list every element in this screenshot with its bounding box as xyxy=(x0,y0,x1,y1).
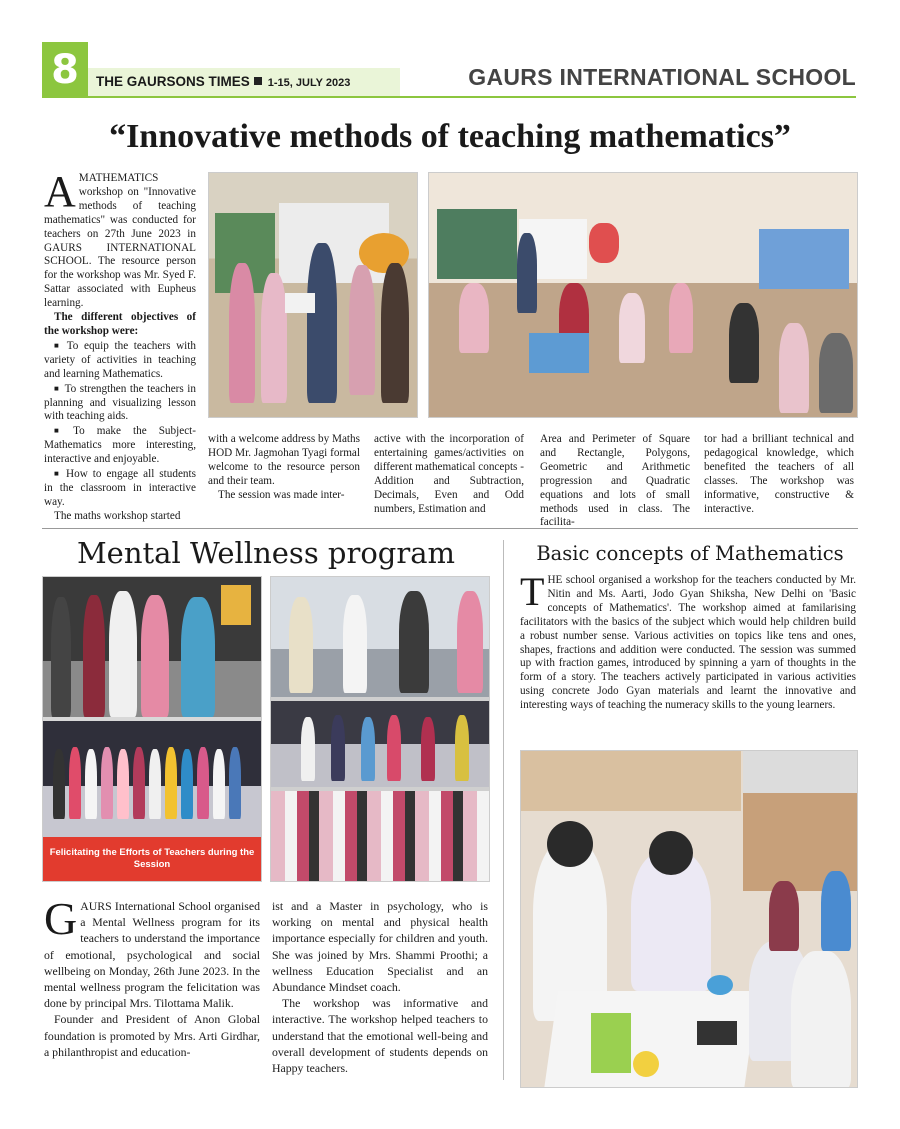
photo-workshop-classroom xyxy=(428,172,858,418)
article1-objectives-heading: The different objectives of the workshop were: xyxy=(44,311,196,337)
section-divider xyxy=(42,528,858,529)
article2-column-1 xyxy=(44,893,260,1060)
school-name: GAURS INTERNATIONAL SCHOOL xyxy=(468,64,856,90)
article1-column-3: active with the incorporation of entertaining games/activities on different mathematical concepts - Addition and Subtraction, Decimals, Even and Odd numbers, Estimation and xyxy=(374,433,524,515)
article1-objective: ■ To equip the teachers with variety of activities in teaching and learning Mathematics. xyxy=(44,339,196,382)
photo-caption: Felicitating the Efforts of Teachers during the Session xyxy=(43,837,261,881)
header-rule xyxy=(88,96,856,98)
photo-session-collage xyxy=(270,576,490,882)
column-divider xyxy=(503,540,504,1080)
article1-column-5: tor had a brilliant technical and pedagogical knowledge, which benefited the teachers of all classes. The workshop was informative, constructive & interactive. xyxy=(704,433,854,515)
article1-dropcap: A xyxy=(44,167,76,216)
paper-name: THE GAURSONS TIMES xyxy=(96,74,250,89)
article3-headline: Basic concepts of Mathematics xyxy=(536,542,844,565)
article1-objective: ■ To strengthen the teachers in planning and visualizing lesson with teaching aids. xyxy=(44,382,196,425)
article3-body-text: HE school organised a workshop for the teachers conducted by Mr. Nitin and Ms. Aarti, Jodo Gyan Shiksha, New Delhi on 'Basic concepts of Mathematics'. The workshop aimed at familarising facilitators with the basics of the subject which would help children build a robust number sense. Various activities on topics like tens and ones, shapes, fractions and addition were conducted. The session was summed up with fraction games, introduced by spinning a yarn of thoughts in the form of a story. The teachers actively participated in various activities using concrete Jodo Gyan materials and learnt the innovative and interesting ways of teaching the numeracy skills to the young learners. xyxy=(520,574,856,712)
article2-col1-p2: Founder and President of Anon Global foundation is promoted by Mrs. Arti Girdhar, a philanthropist and education- xyxy=(44,1012,260,1059)
issue-date: 1-15, JULY 2023 xyxy=(267,77,351,89)
article1-col2b-text: The session was made inter- xyxy=(218,488,345,501)
article1-column-4: Area and Perimeter of Square and Rectangle, Polygons, Geometric and Arithmetic progression and Quadratic equations and lots of small methods used in class. The facilita- xyxy=(540,433,690,529)
masthead xyxy=(88,68,400,96)
article1-column-2 xyxy=(208,433,360,503)
article1-objective: ■ How to engage all students in the classroom in interactive way. xyxy=(44,467,196,510)
article2-col2-p2: The workshop was informative and interactive. The workshop helped teachers to understand that the emotional well-being and overall development of students depends on Happy teachers. xyxy=(272,996,488,1076)
article1-column-1 xyxy=(44,167,196,524)
article2-column-2 xyxy=(272,898,488,1076)
article1-headline: “Innovative methods of teaching mathematics” xyxy=(109,118,791,155)
article1-col1-end: The maths workshop started xyxy=(54,509,181,522)
photo-workshop-presentation xyxy=(208,172,418,418)
photo-felicitation-collage xyxy=(42,576,262,882)
article2-dropcap: G xyxy=(44,893,78,944)
article2-col1-p1: AURS International School organised a Mental Wellness program for its teachers to understand the importance of emotional, psychological and social wellbeing on Monday, 26th June 2023. In the mental wellness program the felicitation was done by principal Mrs. Tilottama Malik. xyxy=(44,899,260,1011)
article2-col2-p1: ist and a Master in psychology, who is working on mental and physical health importance especially for children and youth. She was joined by Mrs. Shammi Proothi; a wellness Education Specialist and an Abundance Mindset coach. xyxy=(272,899,488,995)
article3-body xyxy=(520,569,856,713)
article3-dropcap: T xyxy=(520,569,545,614)
article1-col2-text: with a welcome address by Maths HOD Mr. Jagmohan Tyagi formal welcome to the resource person and their team. xyxy=(208,433,360,487)
article1-objective: ■ To make the Subject- Mathematics more interesting, interactive and enjoyable. xyxy=(44,424,196,467)
square-bullet-icon xyxy=(254,77,262,85)
page-number: 8 xyxy=(42,42,88,98)
photo-math-activity xyxy=(520,750,858,1088)
article1-intro: MATHEMATICS workshop on "Innovative methods of teaching mathematics" was conducted for teachers on 27th June 2023 in GAURS INTERNATIONAL SCHOOL. The resource person for the workshop was Mr. Syed F. Sattar associated with Eupheus learning. xyxy=(44,172,196,310)
article2-headline: Mental Wellness program xyxy=(76,536,456,570)
